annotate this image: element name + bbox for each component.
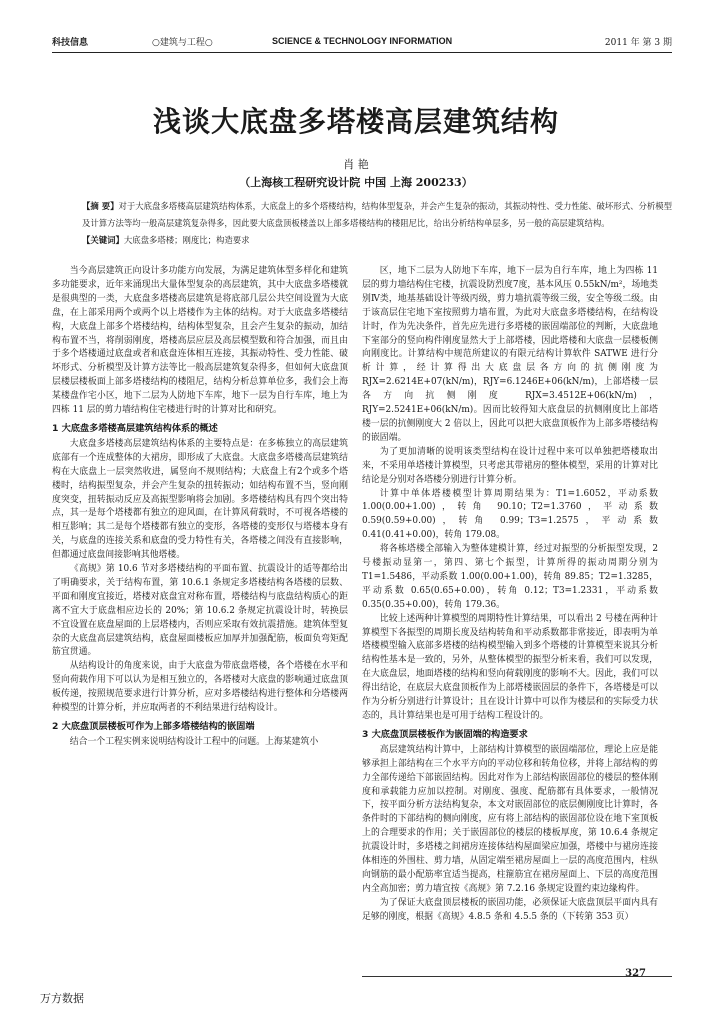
section-heading: 2 大底盘顶层楼板可作为上部多塔楼结构的嵌固端 (52, 721, 255, 732)
section-heading: 3 大底盘顶层楼板作为嵌固端的构造要求 (362, 728, 528, 740)
paragraph: 区，地下二层为人防地下车库，地下一层为自行车库，地上为四栋 11 层的剪力墙结构住宅楼，抗震设防烈度7度，基本风压 0.55kN/m²，场地类别Ⅳ类，地基基础设计等级丙级，剪力墙抗震等级三级，安全等级二级。由于该高层住宅地下室按照剪力墙布置，为此对大底盘多塔楼结构，在结构设计时，作为先决条件，首先应先进行多塔楼的嵌固端部位的判断，大底盘地下室部分的竖向构件刚度显然大于上部塔楼，因此塔楼和大底盘一层楼板侧向刚度比。计算结构中规范所建议的有限元结构计算软件 SATWE 进行分析计算，经计算得出大底盘层各方向的抗侧刚度为 RJX=2.6214E+07(kN/m)，RJY=6.1246E+06(kN/m)，上部塔楼一层各方向抗侧刚度 RJX=3.4512E+06(kN/m)，RJY=2.5241E+06(kN/m)。因而比较得知大底盘层的抗侧刚度比上部塔楼一层的抗侧刚度大 2 倍以上，因此可以把大底盘顶板作为上部多塔楼结构的嵌固端。 (362, 266, 658, 443)
paragraph: 大底盘多塔楼高层建筑结构体系的主要特点是：在多栋独立的高层建筑底部有一个连成整体的大裙房，即形成了大底盘。大底盘多塔楼高层建筑结构在大底盘上一层突然收进，属竖向不规则结构；大底盘上有2个或多个塔楼时，结构振型复杂，并会产生复杂的扭转振动；如结构布置不当，竖向刚度突变，扭转振动反应及高振型影响将会加剧。多塔楼结构具有四个突出特点，其一是每个塔楼都有独立的迎风面，在计算风荷载时，不可视各塔楼的相互影响；其二是每个塔楼都有独立的变形，各塔楼的变形仅与塔楼本身有关，与底盘的连接关系和底盘的受力特性有关，各塔楼之间没有直接影响，但都通过底盘间接影响其他塔楼。 (52, 438, 348, 561)
page-number: 327 (625, 968, 646, 979)
abstract (82, 198, 672, 232)
paragraph: 从结构设计的角度来说，由于大底盘为带底盘塔楼，各个塔楼在水平和竖向荷载作用下可以认为是相互独立的，各塔楼对大底盘的影响通过底盘顶板传递，按照规范要求进行计算分析，应对多塔楼结构进行整体和分塔楼两种模型的计算分析，并应取两者的不利结果进行结构设计。 (52, 661, 348, 714)
body-column-left (52, 265, 348, 750)
abstract-label: 【摘 要】 (82, 201, 119, 211)
body-column-right (362, 265, 658, 925)
affiliation: （上海核工程研究设计院 中国 上海 200233） (239, 176, 473, 189)
paragraph: 将各栋塔楼全部输入为整体建模计算，经过对振型的分析振型发现，2号楼振动显第一，第四、第七个振型，计算所得的振动周期分别为 T1=1.5486，平动系数 1.00(0.00+1.00)，转角 89.85；T2=1.3285，平动系数 0.65(0.65+0.00)，转角 0.12；T3=1.2331，平动系数 0.35(0.35+0.00)，转角 179.36。 (362, 544, 658, 610)
paragraph: 为了更加清晰的说明该类型结构在设计过程中来可以单独把塔楼取出来，不采用单塔楼计算模型，只考虑其带裙房的整体模型，采用的计算对比结论是分别对各塔楼分别进行计算分析。 (362, 446, 658, 485)
paragraph: 计算中单体塔楼模型计算周期结果为：T1=1.6052，平动系数 1.00(0.00+1.00)，转角 90.10；T2=1.3760，平动系数 0.59(0.59+0.00)，转角 0.99；T3=1.2575，平动系数 0.41(0.41+0.00)，转角 179.08。 (362, 488, 658, 541)
paragraph: 结合一个工程实例来说明结构设计工程中的问题。上海某建筑小 (69, 736, 319, 747)
paragraph: 高层建筑结构计算中，上部结构计算模型的嵌固端部位，理论上应是能够承担上部结构在三个水平方向的平动位移和转角位移，并将上部结构的剪力全部传递给下部嵌固结构。因此对作为上部结构嵌固部位的楼层的整体刚度和承载能力应加以控制。对刚度、强度、配筋都有具体要求，一般情况下，按平面分析方法结构复杂，本文对嵌固部位的底层侧刚度比计算时，各条件时的下部结构的侧向刚度，应有将上部结构的嵌固部位设在地下室顶板上的合理要求的作用；关于嵌固部位的楼层的楼板厚度，第 10.6.4 条规定抗震设计时，多塔楼之间裙房连接体结构屋面梁应加强，塔楼中与裙房连接体相连的外围柱、剪力墙，从固定端至裙房屋面上一层的高度范围内，柱纵向钢筋的最小配筋率宜适当提高，柱箍筋宜在裙房屋面上、下层的高度范围内全高加密；剪力墙宜按《高规》第 7.2.16 条规定设置约束边缘构件。 (362, 744, 658, 894)
author: 肖 艳 (343, 158, 369, 171)
keywords-label: 【关键词】 (82, 235, 124, 245)
section-name: ○建筑与工程○ (152, 37, 213, 48)
abstract-text: 对于大底盘多塔楼高层建筑结构体系，大底盘上的多个塔楼结构，结构体型复杂，并会产生复杂的振动，其振动特性、受力性能、破坏形式、分析模型及计算方法等均一般高层建筑复杂得多，因此要大底盘顶板楼盖以上部多塔楼结构的楼阻尼比，给出分析结构单层多，另一般的高层建筑结构。 (82, 201, 672, 228)
keywords (82, 232, 672, 249)
running-header (52, 30, 672, 53)
paragraph: 当今高层建筑正向设计多功能方向发展，为满足建筑体型多样化和建筑多功能要求，近年来涌现出大量体型复杂的高层建筑，其中大底盘多塔楼就是很典型的一类，大底盘多塔楼高层建筑是将底部几层公共空间设置为大底盘，在上部采用两个或两个以上塔楼作为主体的结构。对于大底盘多塔楼结构，大底盘上部多个塔楼结构，结构体型复杂，且会产生复杂的振动，加结构布置不当，将削弱刚度，塔楼高层应层及高层模型数和符合加强，而且由于多个塔楼通过底盘或者和底盘连体相互连接，其振动特性、受力性能、破坏形式、分析模型及计算方法等比一般高层建筑复杂得多，但如何大底盘顶层楼层楼板面上部多塔楼结构的楼阻尼，结构分析总算单位多，我们会上海某楼盘作宅小区，地下二层为人防地下车库，地下一层为自行车库，地上为四栋 11 层的剪力墙结构住宅楼进行时的计算对比和研究。 (52, 266, 348, 416)
article-title: 浅谈大底盘多塔楼高层建筑结构 (152, 105, 559, 138)
issue-info: 2011 年 第 3 期 (604, 37, 672, 48)
paragraph: 为了保证大底盘顶层楼板的嵌固功能，必须保证大底盘顶层平面内具有足够的刚度，根据《高规》4.8.5 条和 4.5.5 条的（下转第 353 页） (362, 897, 658, 922)
section-heading: 1 大底盘多塔楼高层建筑结构体系的概述 (52, 422, 218, 434)
journal-name: 科技信息 (52, 37, 89, 48)
journal-english-name: SCIENCE & TECHNOLOGY INFORMATION (272, 36, 453, 46)
watermark-footer: 万方数据 (40, 992, 84, 1005)
paragraph: 比较上述两种计算模型的周期特性计算结果，可以看出 2 号楼在两种计算模型下各振型的周期长度及结构转角和平动系数都非常接近，即表明为单塔楼模型输入底部多塔楼的结构模型输入到多个塔楼的计算模型来说其分析结构性基本是一致的，另外，从整体模型的振型分析来看，我们可以发现，在大底盘层，地面塔楼的结构和竖向荷载刚度的影响不大。因此，我们可以得出结论，在底层大底盘顶板作为上部塔楼嵌固层的条件下，各塔楼是可以作为分析分别进行计算设计；且在设计计算中可以作为楼层和的实际受力状态的，具计算结果也是可用于结构工程设计的。 (362, 613, 658, 721)
keywords-text: 大底盘多塔楼；刚度比；构造要求 (123, 235, 250, 245)
paragraph: 《高规》第 10.6 节对多塔楼结构的平面布置、抗震设计的适等都给出了明确要求，关于结构布置，第 10.6.1 条规定多塔楼结构各塔楼的层数、平面和刚度宜接近，塔楼对底盘宜对称布置，塔楼结构与底盘结构质心的距离不宜大于底盘相应边长的 20%；第 10.6.2 条规定抗震设计时，转换层不宜设置在底盘屋面的上层塔楼内，否则应采取有效抗震措施。建筑体型复杂的大底盘高层建筑结构，底盘屋面楼板应加厚并加强配筋，板面负弯矩配筋宜贯通。 (52, 564, 348, 658)
